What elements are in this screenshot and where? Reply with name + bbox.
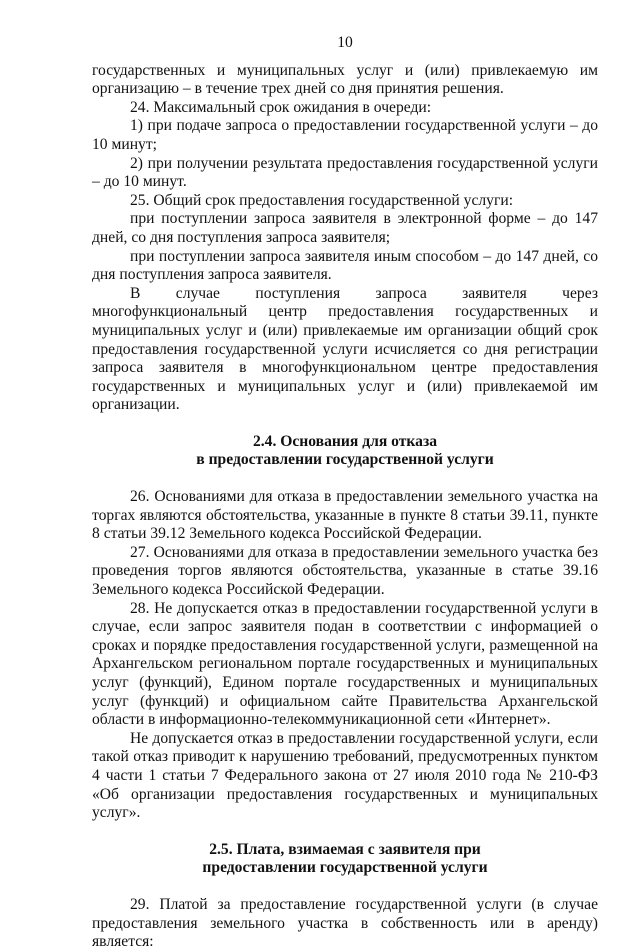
document-page bbox=[92, 34, 598, 952]
paragraph: при поступлении запроса заявителя иным способом – до 147 дней, со дня поступления запроса заявителя. bbox=[92, 247, 598, 284]
section-heading-line: в предоставлении государственной услуги bbox=[196, 451, 494, 469]
paragraph: 27. Основаниями для отказа в предоставлении земельного участка без проведения торгов являются обстоятельства, указанные в статье 39.16 Земельного кодекса Российской Федерации. bbox=[92, 543, 598, 599]
page-number: 10 bbox=[337, 34, 353, 51]
section-heading-line: предоставлении государственной услуги bbox=[202, 859, 488, 877]
paragraph: 28. Не допускается отказ в предоставлении государственной услуги в случае, если запрос заявителя подан в соответствии с информацией о сроках и порядке предоставления государственной услуги, размещенной на Архангельском региональном портале государственных и муниципальных услуг (функций), Едином портале государственных и муниципальных услуг (функций) и официальном сайте Правительства Архангельской области в информационно-телекоммуникационной сети «Интернет». bbox=[92, 599, 598, 729]
paragraph: государственных и муниципальных услуг и (или) привлекаемую им организацию – в течение трех дней со дня принятия решения. bbox=[92, 61, 598, 98]
paragraph: Не допускается отказ в предоставлении государственной услуги, если такой отказ приводит к нарушению требований, предусмотренных пунктом 4 части 1 статьи 7 Федерального закона от 27 июля 2010 года № 210-ФЗ «Об организации предоставления государственных и муниципальных услуг». bbox=[92, 729, 598, 822]
paragraph: 26. Основаниями для отказа в предоставлении земельного участка на торгах являются обстоятельства, указанные в пункте 8 статьи 39.11, пункте 8 статьи 39.12 Земельного кодекса Российской Федерации. bbox=[92, 488, 598, 543]
paragraph: В случае поступления запроса заявителя через многофункциональный центр предоставления государственных и муниципальных услуг и (или) привлекаемые им организации общий срок предоставления государственной услуги исчисляется со дня регистрации запроса заявителя в многофункциональном центре предоставления государственных и муниципальных услуг и (или) привлекаемой им организации. bbox=[92, 284, 598, 414]
paragraph: 1) при подаче запроса о предоставлении государственной услуги – до 10 минут; bbox=[92, 117, 598, 153]
section-heading-line: 2.5. Плата, взимаемая с заявителя при bbox=[209, 840, 481, 858]
paragraph: 29. Платой за предоставление государственной услуги (в случае предоставления земельного участка в собственность или в аренду) является: bbox=[92, 895, 598, 951]
paragraph: 2) при получении результата предоставления государственной услуги – до 10 минут. bbox=[92, 154, 598, 191]
section-heading-line: 2.4. Основания для отказа bbox=[252, 432, 438, 450]
paragraph: при поступлении запроса заявителя в электронной форме – до 147 дней, со дня поступления запроса заявителя; bbox=[92, 210, 598, 246]
paragraph: 25. Общий срок предоставления государственной услуги: bbox=[130, 191, 514, 209]
paragraph: 24. Максимальный срок ожидания в очереди: bbox=[130, 98, 432, 116]
